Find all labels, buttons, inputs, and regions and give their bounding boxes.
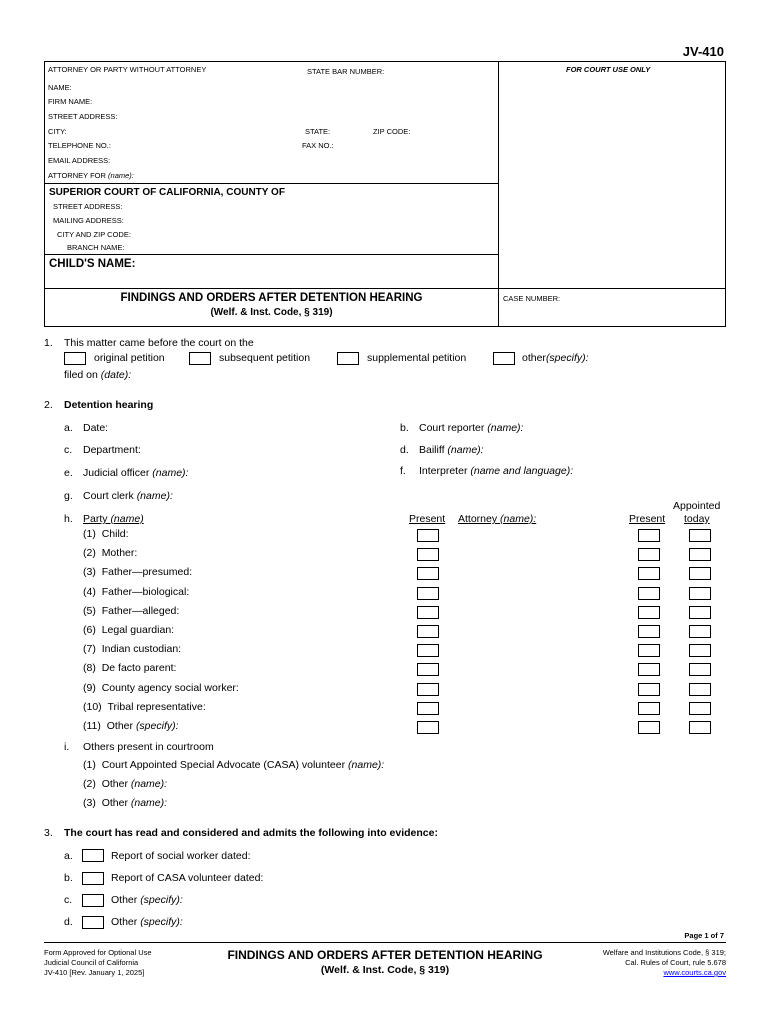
appointed-today-checkbox[interactable]	[689, 702, 711, 715]
party-present-checkbox[interactable]	[417, 625, 439, 638]
party-label: De facto parent:	[101, 662, 177, 674]
party-row	[83, 720, 179, 732]
courts-website-link[interactable]: www.courts.ca.gov	[663, 968, 726, 977]
present2-header: Present	[629, 513, 666, 525]
party-number: (11)	[83, 720, 101, 732]
telephone-label[interactable]: TELEPHONE NO.:	[48, 141, 111, 150]
other-evidence-label-2: Other (specify):	[111, 916, 183, 928]
today-header: today	[684, 513, 710, 525]
party-number: (4)	[83, 586, 96, 598]
other-petition-checkbox[interactable]	[493, 352, 515, 365]
appointed-today-checkbox[interactable]	[689, 567, 711, 580]
appointed-today-checkbox[interactable]	[689, 587, 711, 600]
party-label: Father—biological:	[101, 586, 190, 598]
court-street-label[interactable]: STREET ADDRESS:	[53, 202, 123, 211]
party-present-checkbox[interactable]	[417, 567, 439, 580]
court-use-label: FOR COURT USE ONLY	[566, 65, 651, 74]
party-present-checkbox[interactable]	[417, 548, 439, 561]
item2e-letter: e.	[64, 467, 73, 479]
footer-title: FINDINGS AND ORDERS AFTER DETENTION HEARING	[227, 948, 543, 962]
bailiff-label[interactable]: Bailiff (name):	[419, 444, 484, 456]
item3-number: 3.	[44, 827, 53, 839]
party-label: County agency social worker:	[101, 682, 239, 694]
other-evidence-checkbox-1[interactable]	[82, 894, 104, 907]
fax-label[interactable]: FAX NO.:	[302, 141, 334, 150]
original-petition-checkbox[interactable]	[64, 352, 86, 365]
court-reporter-label[interactable]: Court reporter (name):	[419, 422, 524, 434]
party-label: Mother:	[101, 547, 138, 559]
state-label[interactable]: STATE:	[305, 127, 331, 136]
party-present-checkbox[interactable]	[417, 587, 439, 600]
party-row	[83, 701, 206, 713]
party-row	[83, 586, 189, 598]
item3a-letter: a.	[64, 850, 73, 862]
subsequent-petition-label: subsequent petition	[219, 352, 311, 364]
court-mailing-label[interactable]: MAILING ADDRESS:	[53, 216, 124, 225]
party-row	[83, 605, 179, 617]
attorney-present-checkbox[interactable]	[638, 644, 660, 657]
party-row	[83, 624, 174, 636]
street-address-label[interactable]: STREET ADDRESS:	[48, 112, 118, 121]
attorney-present-checkbox[interactable]	[638, 606, 660, 619]
interpreter-label[interactable]: Interpreter (name and language):	[419, 465, 574, 477]
attorney-present-checkbox[interactable]	[638, 587, 660, 600]
page-number: Page 1 of 7	[684, 931, 724, 940]
item3b-letter: b.	[64, 872, 73, 884]
party-label: Other	[106, 720, 134, 732]
others-other-2[interactable]: (3) Other (name):	[83, 797, 168, 809]
approved-line-2: Judicial Council of California	[44, 958, 139, 967]
party-number: (7)	[83, 643, 96, 655]
casa-report-checkbox[interactable]	[82, 872, 104, 885]
party-row	[83, 662, 176, 674]
appointed-today-checkbox[interactable]	[689, 625, 711, 638]
party-label: Father—alleged:	[101, 605, 180, 617]
others-other-1[interactable]: (2) Other (name):	[83, 778, 168, 790]
party-label: Tribal representative:	[107, 701, 206, 713]
party-number: (1)	[83, 528, 96, 540]
approved-line-1: Form Approved for Optional Use	[44, 948, 152, 957]
appointed-header: Appointed	[673, 500, 721, 512]
supplemental-petition-checkbox[interactable]	[337, 352, 359, 365]
item1-text: This matter came before the court on the	[64, 337, 254, 349]
party-number: (6)	[83, 624, 96, 636]
party-number: (2)	[83, 547, 96, 559]
other-evidence-label-1: Other (specify):	[111, 894, 183, 906]
attorney-present-checkbox[interactable]	[638, 721, 660, 734]
item3d-letter: d.	[64, 916, 73, 928]
item2-number: 2.	[44, 399, 53, 411]
item2b-letter: b.	[400, 422, 409, 434]
court-title: SUPERIOR COURT OF CALIFORNIA, COUNTY OF	[49, 187, 285, 198]
attorney-present-checkbox[interactable]	[638, 683, 660, 696]
attorney-present-checkbox[interactable]	[638, 663, 660, 676]
appointed-today-checkbox[interactable]	[689, 721, 711, 734]
item2a-letter: a.	[64, 422, 73, 434]
other-evidence-checkbox-2[interactable]	[82, 916, 104, 929]
others-present-label: Others present in courtroom	[83, 741, 214, 753]
firm-name-label[interactable]: FIRM NAME:	[48, 97, 93, 106]
subsequent-petition-checkbox[interactable]	[189, 352, 211, 365]
item2c-letter: c.	[64, 444, 73, 456]
form-subtitle: (Welf. & Inst. Code, § 319)	[210, 307, 333, 318]
party-label: Indian custodian:	[101, 643, 182, 655]
case-number-label[interactable]: CASE NUMBER:	[503, 294, 561, 303]
form-id: JV-410	[682, 44, 724, 59]
party-row	[83, 528, 129, 540]
party-label: Father—presumed:	[101, 566, 193, 578]
item2-title: Detention hearing	[64, 399, 154, 411]
party-present-checkbox[interactable]	[417, 606, 439, 619]
attorney-present-checkbox[interactable]	[638, 702, 660, 715]
party-present-checkbox[interactable]	[417, 663, 439, 676]
appointed-today-checkbox[interactable]	[689, 548, 711, 561]
item3c-letter: c.	[64, 894, 73, 906]
appointed-today-checkbox[interactable]	[689, 663, 711, 676]
court-branch-label[interactable]: BRANCH NAME:	[67, 243, 125, 252]
attorney-for-label[interactable]: ATTORNEY FOR (name):	[48, 171, 134, 180]
email-label[interactable]: EMAIL ADDRESS:	[48, 156, 111, 165]
city-label[interactable]: CITY:	[48, 127, 67, 136]
department-label[interactable]: Department:	[83, 444, 141, 456]
attorney-present-checkbox[interactable]	[638, 625, 660, 638]
other-petition-label: other(specify):	[522, 352, 589, 364]
footer-subtitle: (Welf. & Inst. Code, § 319)	[320, 964, 450, 976]
party-present-checkbox[interactable]	[417, 644, 439, 657]
party-label: Legal guardian:	[101, 624, 175, 636]
attorney-header: Attorney (name):	[458, 513, 537, 525]
item2i-letter: i.	[64, 741, 70, 753]
party-number: (3)	[83, 566, 96, 578]
party-row	[83, 643, 181, 655]
judicial-officer-label[interactable]: Judicial officer (name):	[83, 467, 189, 479]
party-number: (10)	[83, 701, 102, 713]
supplemental-petition-label: supplemental petition	[367, 352, 467, 364]
social-worker-report-label: Report of social worker dated:	[111, 850, 251, 862]
original-petition-label: original petition	[94, 352, 165, 364]
others-casa[interactable]: (1) Court Appointed Special Advocate (CASA) volunteer (name):	[83, 759, 385, 771]
item2f-letter: f.	[400, 465, 406, 477]
filed-on-label[interactable]: filed on (date):	[64, 369, 132, 381]
appointed-today-checkbox[interactable]	[689, 606, 711, 619]
attorney-present-checkbox[interactable]	[638, 567, 660, 580]
party-header: Party (name)	[83, 513, 144, 525]
party-present-checkbox[interactable]	[417, 702, 439, 715]
party-label: Child:	[101, 528, 129, 540]
social-worker-report-checkbox[interactable]	[82, 849, 104, 862]
appointed-today-checkbox[interactable]	[689, 529, 711, 542]
code-line-1: Welfare and Institutions Code, § 319;	[602, 948, 726, 957]
item2d-letter: d.	[400, 444, 409, 456]
present-header: Present	[409, 513, 446, 525]
code-line-2: Cal. Rules of Court, rule 5.678	[625, 958, 726, 967]
party-number: (5)	[83, 605, 96, 617]
casa-report-label: Report of CASA volunteer dated:	[111, 872, 264, 884]
attorney-present-checkbox[interactable]	[638, 548, 660, 561]
party-number: (9)	[83, 682, 96, 694]
appointed-today-checkbox[interactable]	[689, 683, 711, 696]
attorney-present-checkbox[interactable]	[638, 529, 660, 542]
approved-line-3: JV-410 [Rev. January 1, 2025]	[44, 968, 145, 977]
item3-title: The court has read and considered and admits the following into evidence:	[64, 827, 438, 839]
attorney-label: ATTORNEY OR PARTY WITHOUT ATTORNEY	[48, 65, 207, 74]
party-row	[83, 566, 192, 578]
state-bar-label: STATE BAR NUMBER:	[307, 67, 385, 76]
court-clerk-label[interactable]: Court clerk (name):	[83, 490, 173, 502]
child-name-label[interactable]: CHILD'S NAME:	[49, 258, 136, 270]
item1-number: 1.	[44, 337, 53, 349]
party-present-checkbox[interactable]	[417, 529, 439, 542]
form-title: FINDINGS AND ORDERS AFTER DETENTION HEARING	[120, 292, 423, 304]
court-city-label[interactable]: CITY AND ZIP CODE:	[57, 230, 131, 239]
zip-label[interactable]: ZIP CODE:	[373, 127, 411, 136]
date-label[interactable]: Date:	[83, 422, 109, 434]
name-label[interactable]: NAME:	[48, 83, 72, 92]
item2g-letter: g.	[64, 490, 73, 502]
item2h-letter: h.	[64, 513, 73, 525]
party-number: (8)	[83, 662, 96, 674]
party-present-checkbox[interactable]	[417, 721, 439, 734]
party-present-checkbox[interactable]	[417, 683, 439, 696]
party-row	[83, 547, 137, 559]
party-note: (specify):	[135, 720, 179, 732]
appointed-today-checkbox[interactable]	[689, 644, 711, 657]
party-row	[83, 682, 239, 694]
